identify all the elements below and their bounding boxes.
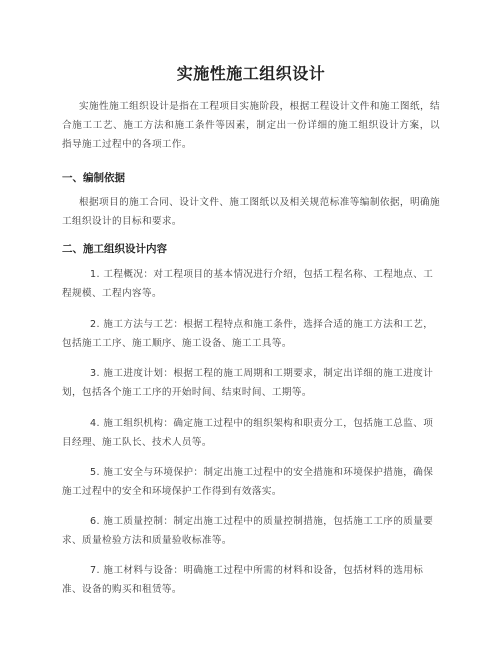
content-item-6: 6. 施工质量控制：制定出施工过程中的质量控制措施，包括施工工序的质量要求、质量检验方法和质量验收标准等。 [62, 516, 434, 546]
section-heading-basis: 一、编制依据 [62, 172, 125, 184]
content-item-1: 1. 工程概况：对工程项目的基本情况进行介绍，包括工程名称、工程地点、工程规模、工程内容等。 [62, 269, 434, 299]
section-heading-content: 二、施工组织设计内容 [62, 243, 167, 255]
content-item-7: 7. 施工材料与设备：明确施工过程中所需的材料和设备，包括材料的选用标准、设备的购买和租赁等。 [62, 565, 424, 595]
content-item-5: 5. 施工安全与环境保护：制定出施工过程中的安全措施和环境保护措施，确保施工过程中的安全和环境保护工作得到有效落实。 [62, 467, 434, 497]
basis-paragraph: 根据项目的施工合同、设计文件、施工图纸以及相关规范标准等编制依据，明确施工组织设计的目标和要求。 [62, 197, 440, 227]
content-item-3: 3. 施工进度计划：根据工程的施工周期和工期要求，制定出详细的施工进度计划，包括各个施工工序的开始时间、结束时间、工期等。 [62, 368, 434, 398]
content-item-4: 4. 施工组织机构：确定施工过程中的组织架构和职责分工，包括施工总监、项目经理、施工队长、技术人员等。 [62, 418, 434, 448]
content-item-2: 2. 施工方法与工艺：根据工程特点和施工条件，选择合适的施工方法和工艺，包括施工工序、施工顺序、施工设备、施工工具等。 [62, 319, 434, 349]
document-title: 实施性施工组织设计 [176, 64, 326, 83]
intro-paragraph: 实施性施工组织设计是指在工程项目实施阶段，根据工程设计文件和施工图纸，结合施工工艺、施工方法和施工条件等因素，制定出一份详细的施工组织设计方案，以指导施工过程中的各项工作。 [62, 101, 440, 150]
